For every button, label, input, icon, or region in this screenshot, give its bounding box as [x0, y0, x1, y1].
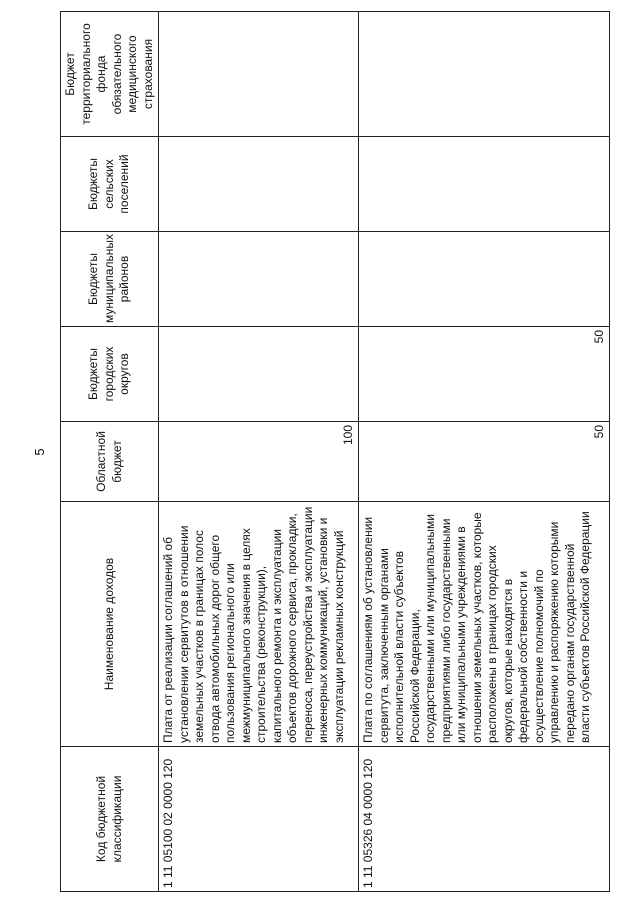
header-municipal-budgets: Бюджеты муниципальных районов — [61, 232, 159, 327]
revenue-distribution-table — [60, 11, 610, 892]
header-city-budgets: Бюджеты городских округов — [61, 327, 159, 422]
row-code: 1 11 05326 04 0000 120 — [359, 747, 610, 892]
row-name: Плата по соглашениям об установлении сервитута, заключенным органами исполнительной власти субъектов Российской Федерации, государственными или муниципальными предприятиями либо государственными или муниципальными учреждениями в отношении земельных участков, которые расположены в границах городских округов, которые находятся в федеральной собственности и осуществление полномочий по управлению и распоряжению которыми передано органам государственной власти субъектов Российской Федерации — [359, 502, 610, 747]
table-row — [359, 12, 610, 892]
table-row — [159, 12, 359, 892]
header-code: Код бюджетной классификации — [61, 747, 159, 892]
row-municipal — [159, 232, 359, 327]
row-fund — [159, 12, 359, 137]
row-rural — [359, 137, 610, 232]
row-name: Плата от реализации соглашений об установлении сервитутов в отношении земельных участков в границах полос отвода автомобильных дорог общего пользования регионального или межмуниципального значения в целях строительства (реконструкции), капитального ремонта и эксплуатации объектов дорожного сервиса, прокладки, переноса, переустройства и эксплуатации инженерных коммуникаций, установки и эксплуатации рекламных конструкций — [159, 502, 359, 747]
header-medical-fund: Бюджет территориального фонда обязательного медицинского страхования — [61, 12, 159, 137]
row-rural — [159, 137, 359, 232]
header-regional-budget: Областной бюджет — [61, 422, 159, 502]
header-rural-budgets: Бюджеты сельских поселений — [61, 137, 159, 232]
row-city — [159, 327, 359, 422]
row-regional: 50 — [359, 422, 610, 502]
row-regional: 100 — [159, 422, 359, 502]
row-municipal — [359, 232, 610, 327]
row-city: 50 — [359, 327, 610, 422]
page-number: 5 — [32, 448, 47, 456]
header-name: Наименование доходов — [61, 502, 159, 747]
row-code: 1 11 05100 02 0000 120 — [159, 747, 359, 892]
rotated-table-container — [60, 12, 610, 892]
table-header-row — [61, 12, 159, 892]
row-fund — [359, 12, 610, 137]
